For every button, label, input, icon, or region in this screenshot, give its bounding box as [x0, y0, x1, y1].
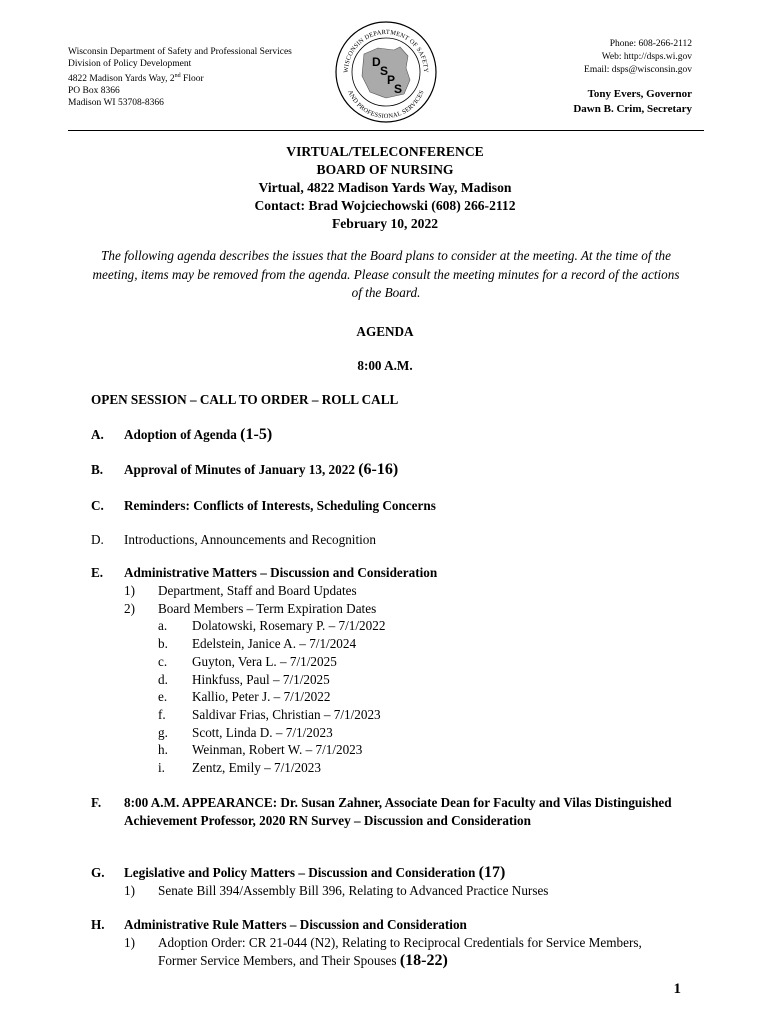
seal-letter: S — [380, 64, 389, 78]
agenda-item-h — [91, 916, 670, 969]
sub-item: 2) Board Members – Term Expiration Dates — [124, 600, 377, 616]
board-member: b. Edelstein, Janice A. – 7/1/2024 — [158, 636, 357, 652]
agenda-item-c — [91, 497, 710, 515]
item-letter: B. — [91, 462, 104, 477]
phone: Phone: 608-266-2112 — [609, 39, 692, 49]
page-range: (17) — [478, 864, 506, 881]
item-text: Administrative Matters – Discussion and Consideration — [124, 565, 438, 580]
board-member: a. Dolatowski, Rosemary P. – 7/1/2022 — [158, 618, 386, 634]
item-text: Administrative Rule Matters – Discussion and Consideration — [124, 917, 467, 932]
seal-letter: D — [372, 55, 381, 69]
sub-item: 1) Adoption Order: CR 21-044 (N2), Relating to Reciprocal Credentials for Service Members, Former Service Members, and Their Spouses (18-22) — [124, 935, 642, 969]
item-text: Reminders: Conflicts of Interests, Scheduling Concerns — [124, 498, 436, 513]
board-member: c. Guyton, Vera L. – 7/1/2025 — [158, 653, 337, 669]
item-letter: D. — [91, 532, 104, 547]
item-text: Introductions, Announcements and Recognition — [124, 532, 376, 547]
board-member: f. Saldivar Frias, Christian – 7/1/2023 — [158, 706, 381, 722]
division-name: Division of Policy Development — [68, 59, 192, 69]
agenda-item-g — [91, 864, 710, 900]
board-name: BOARD OF NURSING — [316, 162, 454, 177]
board-member: i. Zentz, Emily – 7/1/2023 — [158, 760, 321, 776]
page-range: (18-22) — [399, 951, 448, 969]
governor: Tony Evers, Governor — [587, 88, 692, 100]
board-member: h. Weinman, Robert W. – 7/1/2023 — [158, 742, 363, 758]
item-text: Legislative and Policy Matters – Discussion and Consideration — [124, 865, 479, 880]
agenda-item-e — [91, 564, 710, 777]
item-letter: F. — [91, 795, 102, 810]
contact-line: Contact: Brad Wojciechowski (608) 266-2112 — [254, 198, 516, 213]
web-link[interactable]: Web: http://dsps.wi.gov — [601, 52, 692, 62]
agency-name: Wisconsin Department of Safety and Professional Services — [68, 47, 292, 57]
sub-item: 1) Senate Bill 394/Assembly Bill 396, Relating to Advanced Practice Nurses — [124, 883, 549, 898]
meeting-date: February 10, 2022 — [331, 216, 439, 231]
item-text: Approval of Minutes of January 13, 2022 — [124, 462, 359, 477]
board-member: g. Scott, Linda D. – 7/1/2023 — [158, 724, 333, 740]
svg-text:AND PROFESSIONAL SERVICES: AND PROFESSIONAL SERVICES — [346, 89, 426, 121]
item-letter: E. — [91, 565, 104, 580]
open-session-heading: OPEN SESSION – CALL TO ORDER – ROLL CALL — [91, 392, 399, 407]
seal-letter: P — [387, 73, 396, 87]
page-range: (1-5) — [240, 426, 273, 443]
agenda-item-a — [91, 426, 710, 444]
item-letter: A. — [91, 427, 104, 442]
meeting-title — [0, 143, 770, 233]
intro-paragraph: The following agenda describes the issues that the Board plans to consider at the meeting. At the time of the meeting, items may be removed from the agenda. Please consult the meeting minutes for a record of the actions of the Board. — [92, 248, 680, 300]
start-time: 8:00 A.M. — [357, 358, 413, 373]
item-letter: C. — [91, 498, 104, 513]
svg-text:WISCONSIN DEPARTMENT OF SAFETY: WISCONSIN DEPARTMENT OF SAFETY — [342, 28, 430, 73]
agenda-heading: AGENDA — [356, 324, 414, 339]
item-letter: G. — [91, 865, 105, 880]
dsps-seal-logo — [334, 20, 438, 124]
agency-address — [68, 46, 292, 109]
item-letter: H. — [91, 917, 105, 932]
street-address: 4822 Madison Yards Way, 2nd Floor — [68, 73, 204, 85]
board-member: d. Hinkfuss, Paul – 7/1/2025 — [158, 671, 330, 687]
meeting-location: Virtual, 4822 Madison Yards Way, Madison — [258, 180, 512, 195]
city-zip: Madison WI 53708-8366 — [68, 98, 164, 109]
agenda-item-b — [91, 461, 710, 479]
header-divider — [68, 130, 704, 131]
po-box: PO Box 8366 — [68, 86, 120, 97]
officials — [573, 87, 692, 117]
agency-contact — [573, 38, 692, 117]
secretary: Dawn B. Crim, Secretary — [573, 103, 692, 115]
page-number: 1 — [673, 981, 681, 997]
sub-item: 1) Department, Staff and Board Updates — [124, 583, 357, 598]
page-range: (6-16) — [358, 461, 399, 478]
board-member: e. Kallio, Peter J. – 7/1/2022 — [158, 689, 331, 705]
item-text: 8:00 A.M. APPEARANCE: Dr. Susan Zahner, Associate Dean for Faculty and Vilas Distinguished Achievement Professor, 2020 RN Survey – Discussion and Consideration — [124, 795, 672, 828]
item-text: Adoption of Agenda — [124, 427, 241, 442]
agenda-item-d — [91, 531, 710, 549]
email-link[interactable]: Email: dsps@wisconsin.gov — [584, 65, 692, 75]
meeting-type: VIRTUAL/TELECONFERENCE — [286, 144, 484, 159]
agenda-item-f — [91, 794, 678, 830]
seal-letter: S — [394, 82, 403, 96]
